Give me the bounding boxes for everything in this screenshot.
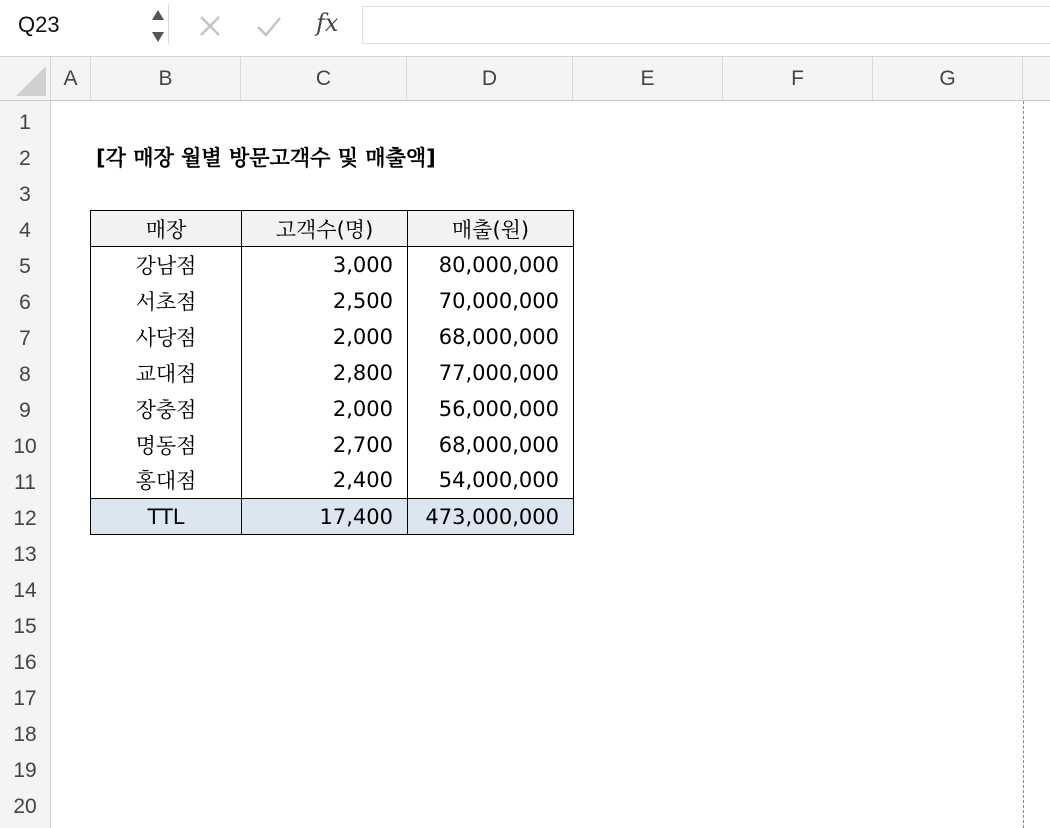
enter-check-icon[interactable] [255,14,283,38]
select-all-corner[interactable] [0,57,51,100]
row-header-10[interactable]: 10 [13,435,37,458]
row-header-15[interactable]: 15 [13,615,37,638]
header-cell-store[interactable]: 매장 [91,211,242,247]
table-row [91,283,574,319]
total-sales-cell[interactable]: 473,000,000 [408,499,574,535]
column-header-row [0,56,1050,102]
page-break-line [1023,101,1024,828]
customers-cell[interactable]: 2,800 [242,355,408,391]
row-header-8[interactable]: 8 [19,363,31,386]
customers-cell[interactable]: 3,000 [242,247,408,283]
store-cell[interactable]: 강남점 [91,247,242,283]
sales-cell[interactable]: 56,000,000 [408,391,574,427]
row-header-9[interactable]: 9 [19,399,31,422]
table-row [91,391,574,427]
formula-bar [0,0,1050,51]
row-header-11[interactable]: 11 [14,471,36,494]
sales-table [90,210,574,535]
total-label-cell[interactable]: TTL [91,499,242,535]
row-header-19[interactable]: 19 [13,759,37,782]
table-row [91,319,574,355]
table-row [91,247,574,283]
customers-cell[interactable]: 2,500 [242,283,408,319]
table-header-row [91,211,574,247]
sales-cell[interactable]: 77,000,000 [408,355,574,391]
cancel-icon[interactable] [198,14,222,38]
sales-cell[interactable]: 80,000,000 [408,247,574,283]
name-box[interactable] [0,4,169,44]
row-header-2[interactable]: 2 [19,147,31,170]
store-cell[interactable]: 교대점 [91,355,242,391]
store-cell[interactable]: 명동점 [91,427,242,463]
customers-cell[interactable]: 2,700 [242,427,408,463]
column-header-g[interactable]: G [873,57,1023,100]
row-header-4[interactable]: 4 [19,219,31,242]
sales-cell[interactable]: 54,000,000 [408,463,574,499]
table-row [91,427,574,463]
select-all-triangle-icon [14,66,46,96]
sales-cell[interactable]: 68,000,000 [408,427,574,463]
column-header-e[interactable]: E [573,57,723,100]
column-header-d[interactable]: D [407,57,573,100]
table-row [91,355,574,391]
column-header-c[interactable]: C [241,57,407,100]
row-header-column [0,101,51,828]
store-cell[interactable]: 장충점 [91,391,242,427]
sheet-title-cell[interactable]: [각 매장 월별 방문고객수 및 매출액] [96,146,436,170]
name-box-stepper-icon[interactable] [150,8,166,44]
row-header-6[interactable]: 6 [19,291,31,314]
store-cell[interactable]: 서초점 [91,283,242,319]
row-header-13[interactable]: 13 [13,543,37,566]
column-header-b[interactable]: B [91,57,241,100]
fx-icon[interactable]: fx [316,9,339,37]
header-cell-customers[interactable]: 고객수(명) [242,211,408,247]
sales-cell[interactable]: 70,000,000 [408,283,574,319]
table-total-row [91,499,574,535]
name-box-value[interactable]: Q23 [18,12,60,37]
row-header-1[interactable]: 1 [19,111,31,134]
row-header-3[interactable]: 3 [19,183,31,206]
row-header-7[interactable]: 7 [19,327,31,350]
store-cell[interactable]: 홍대점 [91,463,242,499]
customers-cell[interactable]: 2,000 [242,319,408,355]
row-header-20[interactable]: 20 [13,795,37,818]
row-header-12[interactable]: 12 [13,507,37,530]
column-header-a[interactable]: A [51,57,91,100]
customers-cell[interactable]: 2,400 [242,463,408,499]
formula-input[interactable] [362,6,1050,44]
store-cell[interactable]: 사당점 [91,319,242,355]
column-header-f[interactable]: F [723,57,873,100]
table-row [91,463,574,499]
row-header-18[interactable]: 18 [13,723,37,746]
row-header-14[interactable]: 14 [13,579,37,602]
row-header-16[interactable]: 16 [13,651,37,674]
row-header-5[interactable]: 5 [19,255,31,278]
customers-cell[interactable]: 2,000 [242,391,408,427]
sales-cell[interactable]: 68,000,000 [408,319,574,355]
header-cell-sales[interactable]: 매출(원) [408,211,574,247]
row-header-17[interactable]: 17 [13,687,37,710]
total-customers-cell[interactable]: 17,400 [242,499,408,535]
